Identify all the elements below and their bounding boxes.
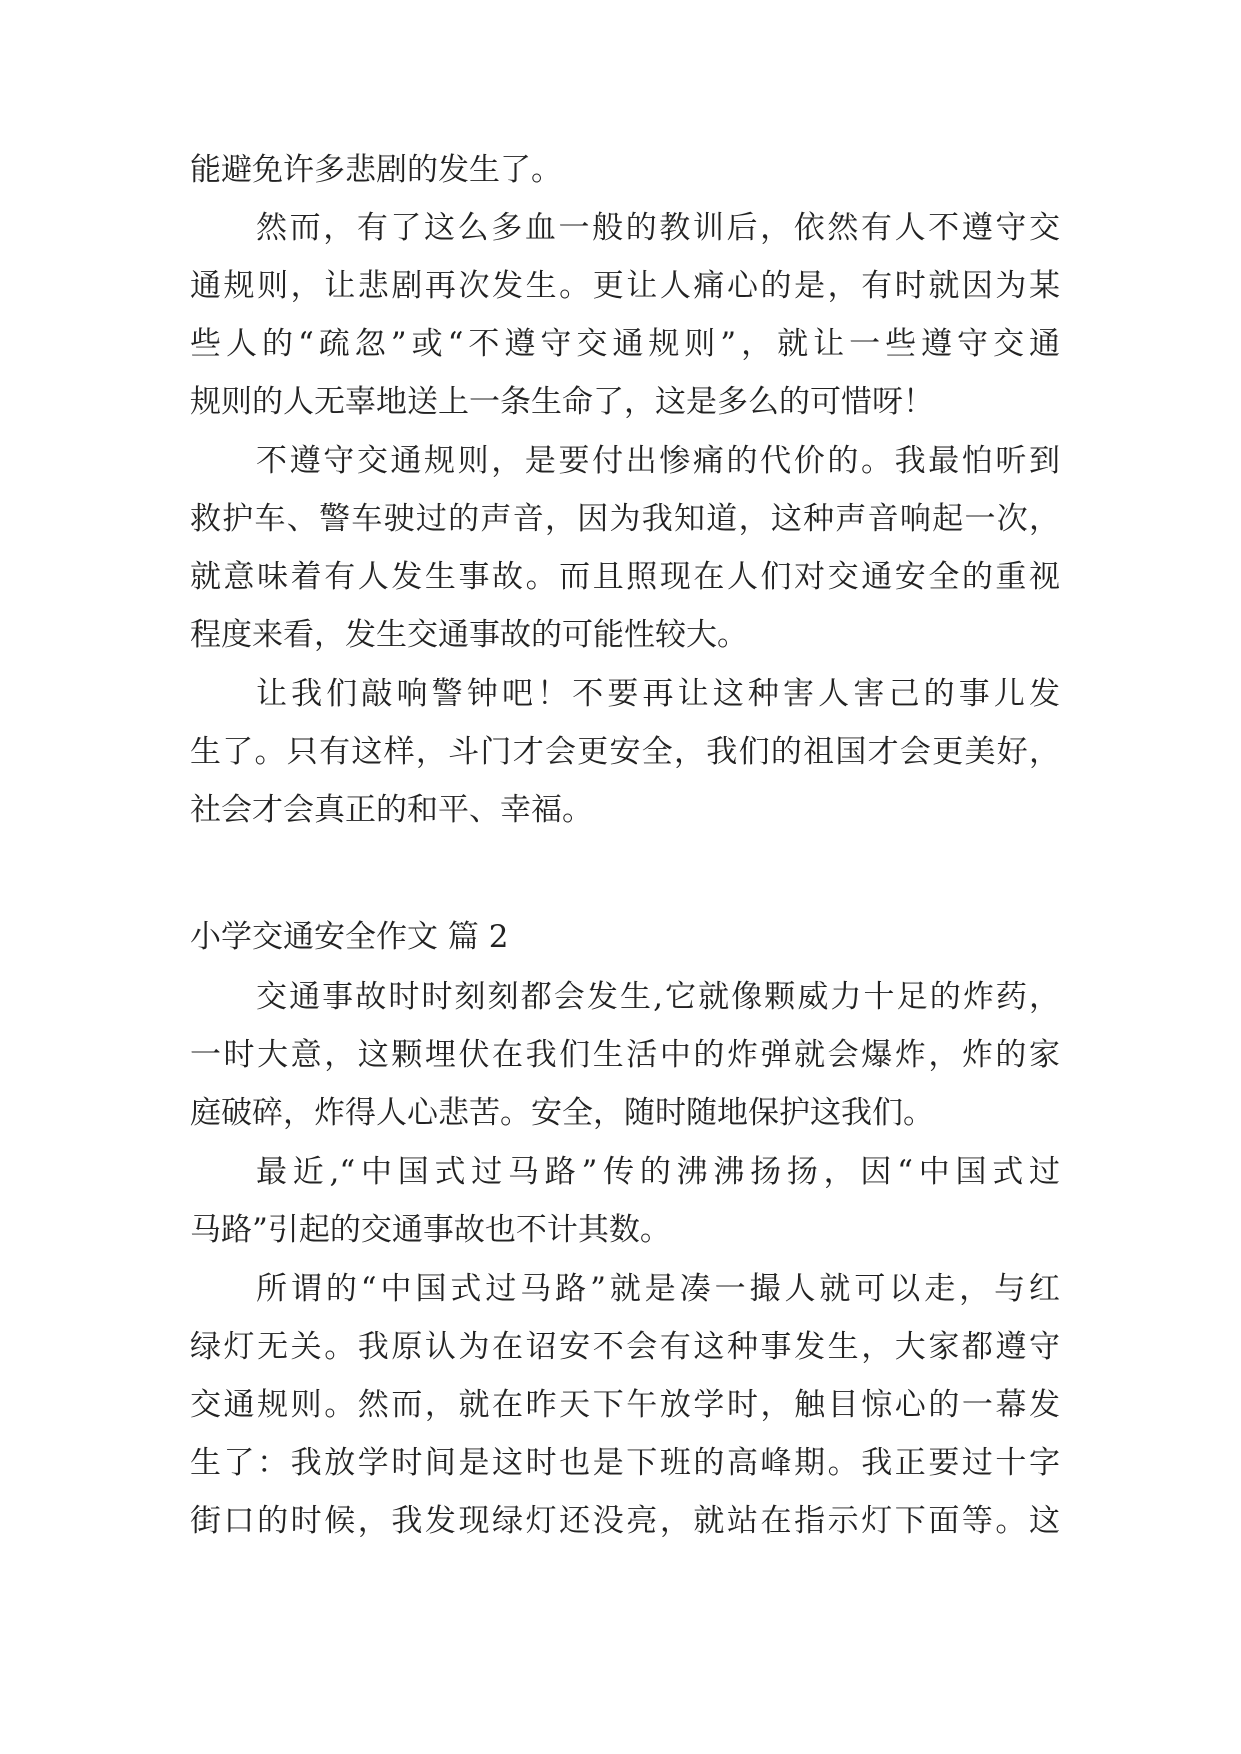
text-line: 交通事故时时刻刻都会发生,它就像颗威力十足的炸药，	[256, 979, 1060, 1015]
text-line: 能避免许多悲剧的发生了。	[190, 152, 562, 188]
text-line: 一时大意，这颗埋伏在我们生活中的炸弹就会爆炸，炸的家	[190, 1037, 1060, 1073]
text-line: 不遵守交通规则，是要付出惨痛的代价的。我最怕听到	[256, 443, 1060, 479]
text-line: 生了：我放学时间是这时也是下班的高峰期。我正要过十字	[190, 1445, 1060, 1481]
text-line: 街口的时候，我发现绿灯还没亮，就站在指示灯下面等。这	[190, 1503, 1060, 1539]
text-line: 些人的“疏忽”或“不遵守交通规则”，就让一些遵守交通	[190, 326, 1060, 362]
text-line: 交通规则。然而，就在昨天下午放学时，触目惊心的一幕发	[190, 1387, 1060, 1423]
text-line: 所谓的“中国式过马路”就是凑一撮人就可以走，与红	[256, 1271, 1060, 1307]
text-line: 规则的人无辜地送上一条生命了，这是多么的可惜呀！	[190, 384, 934, 420]
text-line: 通规则，让悲剧再次发生。更让人痛心的是，有时就因为某	[190, 268, 1060, 304]
text-line: 然而，有了这么多血一般的教训后，依然有人不遵守交	[256, 210, 1060, 246]
text-line: 庭破碎，炸得人心悲苦。安全，随时随地保护这我们。	[190, 1095, 934, 1131]
text-line: 程度来看，发生交通事故的可能性较大。	[190, 617, 748, 653]
section-heading: 小学交通安全作文 篇 2	[190, 919, 509, 955]
text-line: 最近,“中国式过马路”传的沸沸扬扬，因“中国式过	[256, 1154, 1060, 1190]
text-line: 生了。只有这样，斗门才会更安全，我们的祖国才会更美好，	[190, 734, 1060, 770]
text-line: 救护车、警车驶过的声音，因为我知道，这种声音响起一次，	[190, 501, 1060, 537]
text-line: 让我们敲响警钟吧！不要再让这种害人害己的事儿发	[256, 676, 1060, 712]
text-line: 马路”引起的交通事故也不计其数。	[190, 1212, 671, 1248]
text-line: 社会才会真正的和平、幸福。	[190, 792, 593, 828]
text-line: 绿灯无关。我原认为在诏安不会有这种事发生，大家都遵守	[190, 1329, 1060, 1365]
text-line: 就意味着有人发生事故。而且照现在人们对交通安全的重视	[190, 559, 1060, 595]
